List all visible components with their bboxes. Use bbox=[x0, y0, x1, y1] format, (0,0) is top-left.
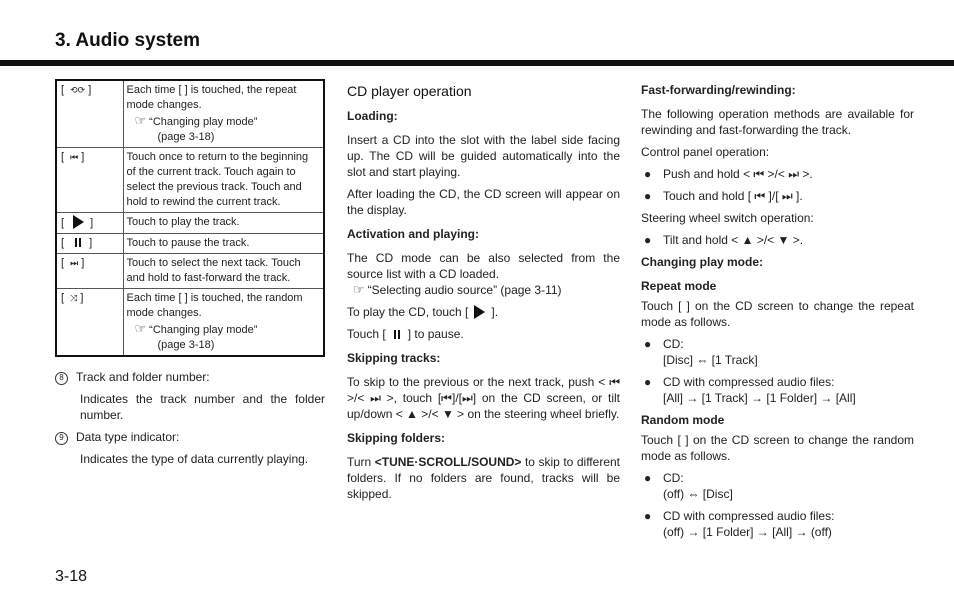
list-item: 9 Data type indicator: bbox=[55, 429, 325, 445]
repeat-icon: [ ⟲⟳ ] bbox=[56, 80, 123, 148]
cell-text: Each time [ ] is touched, the random mode changes. bbox=[126, 292, 303, 319]
section-title: 3. Audio system bbox=[55, 30, 201, 51]
paragraph: Control panel operation: bbox=[641, 145, 770, 159]
table-row: [ ] Touch to pause the track. bbox=[56, 234, 324, 254]
hand-pointer-icon: ☞ bbox=[353, 282, 365, 297]
cell-ref: “Changing play mode” bbox=[149, 324, 258, 336]
paragraph: Touch [ ] on the CD screen to change the repeat mode as follows. bbox=[641, 299, 914, 329]
hand-pointer-icon: ☞ bbox=[134, 113, 147, 128]
right-column bbox=[641, 82, 914, 546]
item-list bbox=[55, 369, 325, 467]
list-item: ● CD: (off) ⇔ [Disc] bbox=[644, 471, 733, 501]
bullet-icon: ● bbox=[644, 375, 652, 389]
cell-text: Each time [ ] is touched, the repeat mode changes. bbox=[126, 84, 297, 111]
header-rule bbox=[0, 60, 954, 66]
bullet-icon: ● bbox=[644, 167, 652, 181]
list-item: ● Tilt and hold < ▲ >/< ▼ >. bbox=[644, 233, 804, 247]
list-item: ● CD with compressed audio files: [All] → [1 Track] → [1 Folder] → [All] bbox=[644, 375, 856, 405]
pause-icon bbox=[394, 330, 400, 339]
table-row bbox=[56, 148, 324, 213]
table-row bbox=[56, 254, 324, 289]
skipping-folders-heading: Skipping folders: bbox=[347, 431, 446, 445]
cross-reference: “Selecting audio source” (page 3-11) bbox=[367, 283, 562, 297]
cell-text: Touch once to return to the beginning of the current track. Touch again to select the previous track. Touch and hold to rewind the current track. bbox=[123, 148, 324, 213]
cell-ref: “Changing play mode” bbox=[149, 116, 258, 128]
page-number: 3-18 bbox=[55, 568, 88, 585]
random-mode-heading: Random mode bbox=[641, 413, 725, 427]
fast-forward-heading: Fast-forwarding/rewinding: bbox=[641, 83, 796, 97]
left-column bbox=[55, 79, 325, 473]
list-item-desc: Indicates the track number and the folder number. bbox=[80, 392, 325, 422]
table-row bbox=[56, 289, 324, 357]
paragraph: The CD mode can be also selected from the source list with a CD loaded. bbox=[347, 251, 620, 281]
skipping-tracks-heading: Skipping tracks: bbox=[347, 351, 441, 365]
cell-text: Touch to select the next tack. Touch and hold to fast-forward the track. bbox=[123, 254, 324, 289]
bullet-icon: ● bbox=[644, 233, 652, 247]
shuffle-icon: [ ⤨ ] bbox=[56, 289, 123, 357]
play-icon bbox=[73, 215, 84, 229]
list-item: ● Touch and hold [ ⏮ ]/[ ⏭ ]. bbox=[644, 189, 803, 203]
play-icon bbox=[474, 305, 485, 319]
changing-play-mode-heading: Changing play mode: bbox=[641, 255, 764, 269]
table-row: [ ] Touch to play the track. bbox=[56, 213, 324, 234]
next-track-icon: [ ⏭ ] bbox=[56, 254, 123, 289]
repeat-mode-heading: Repeat mode bbox=[641, 279, 717, 293]
middle-column: CD player operation Loading: Insert a CD into the slot with the label side facing up. The CD will be guided automatically into the slot and start playing. After loading the CD, the CD screen will appear on the display. Activation and playing: The CD mode can be also selected from the source list with a CD loaded. ☞ “Selecting audio source” (page 3-11) To play the CD, touch [ ]. Touch [ ] to pause. Skipping tracks: To skip to the previous or the next track, push < ⏮ >/< ⏭ >, touch [⏮]/[⏭] on the CD screen, or tilt up/down < ▲ >/< ▼ > on the steering wheel briefly. Skipping folders: Turn <TUNE·SCROLL/SOUND> to skip to different folders. If no folders are found, tracks will be skipped. bbox=[347, 83, 620, 501]
paragraph: To skip to the previous or the next track, push < ⏮ >/< ⏭ >, touch [⏮]/[⏭] on the CD screen, or tilt up/down < ▲ >/< ▼ > on the steering wheel briefly. bbox=[347, 375, 620, 421]
hand-pointer-icon: ☞ bbox=[134, 321, 147, 336]
list-item: ● Push and hold < ⏮ >/< ⏭ >. bbox=[644, 167, 813, 181]
tune-scroll-knob-label: <TUNE·SCROLL/SOUND> bbox=[374, 455, 522, 469]
table-row bbox=[56, 80, 324, 148]
bullet-icon: ● bbox=[644, 189, 652, 203]
cell-text: Touch to play the track. bbox=[123, 213, 324, 234]
paragraph: After loading the CD, the CD screen will appear on the display. bbox=[347, 187, 620, 217]
bullet-icon: ● bbox=[644, 337, 652, 351]
pause-icon bbox=[75, 238, 81, 247]
list-item: ● CD with compressed audio files: (off) → [1 Folder] → [All] → (off) bbox=[644, 509, 835, 539]
activation-heading: Activation and playing: bbox=[347, 227, 480, 241]
controls-table bbox=[55, 79, 325, 357]
paragraph: The following operation methods are available for rewinding and fast-forwarding the track. bbox=[641, 107, 914, 137]
list-item: ● CD: [Disc] ⇔ [1 Track] bbox=[644, 337, 758, 367]
cell-text: Touch to pause the track. bbox=[123, 234, 324, 254]
list-item-desc: Indicates the type of data currently playing. bbox=[80, 452, 309, 466]
bullet-icon: ● bbox=[644, 509, 652, 523]
previous-track-icon: [ ⏮ ] bbox=[56, 148, 123, 213]
cell-ref-page: (page 3-18) bbox=[157, 339, 215, 351]
paragraph: Touch [ ] on the CD screen to change the random mode as follows. bbox=[641, 433, 914, 463]
paragraph: Insert a CD into the slot with the label side facing up. The CD will be guided automatically into the slot and start playing. bbox=[347, 133, 620, 179]
paragraph: Turn <TUNE·SCROLL/SOUND> to skip to different folders. If no folders are found, tracks will be skipped. bbox=[347, 455, 620, 501]
cell-ref-page: (page 3-18) bbox=[157, 131, 215, 143]
list-item: 8 Track and folder number: bbox=[55, 369, 325, 385]
subsection-heading: CD player operation bbox=[347, 83, 472, 99]
loading-heading: Loading: bbox=[347, 109, 398, 123]
paragraph: Steering wheel switch operation: bbox=[641, 211, 814, 225]
bullet-icon: ● bbox=[644, 471, 652, 485]
